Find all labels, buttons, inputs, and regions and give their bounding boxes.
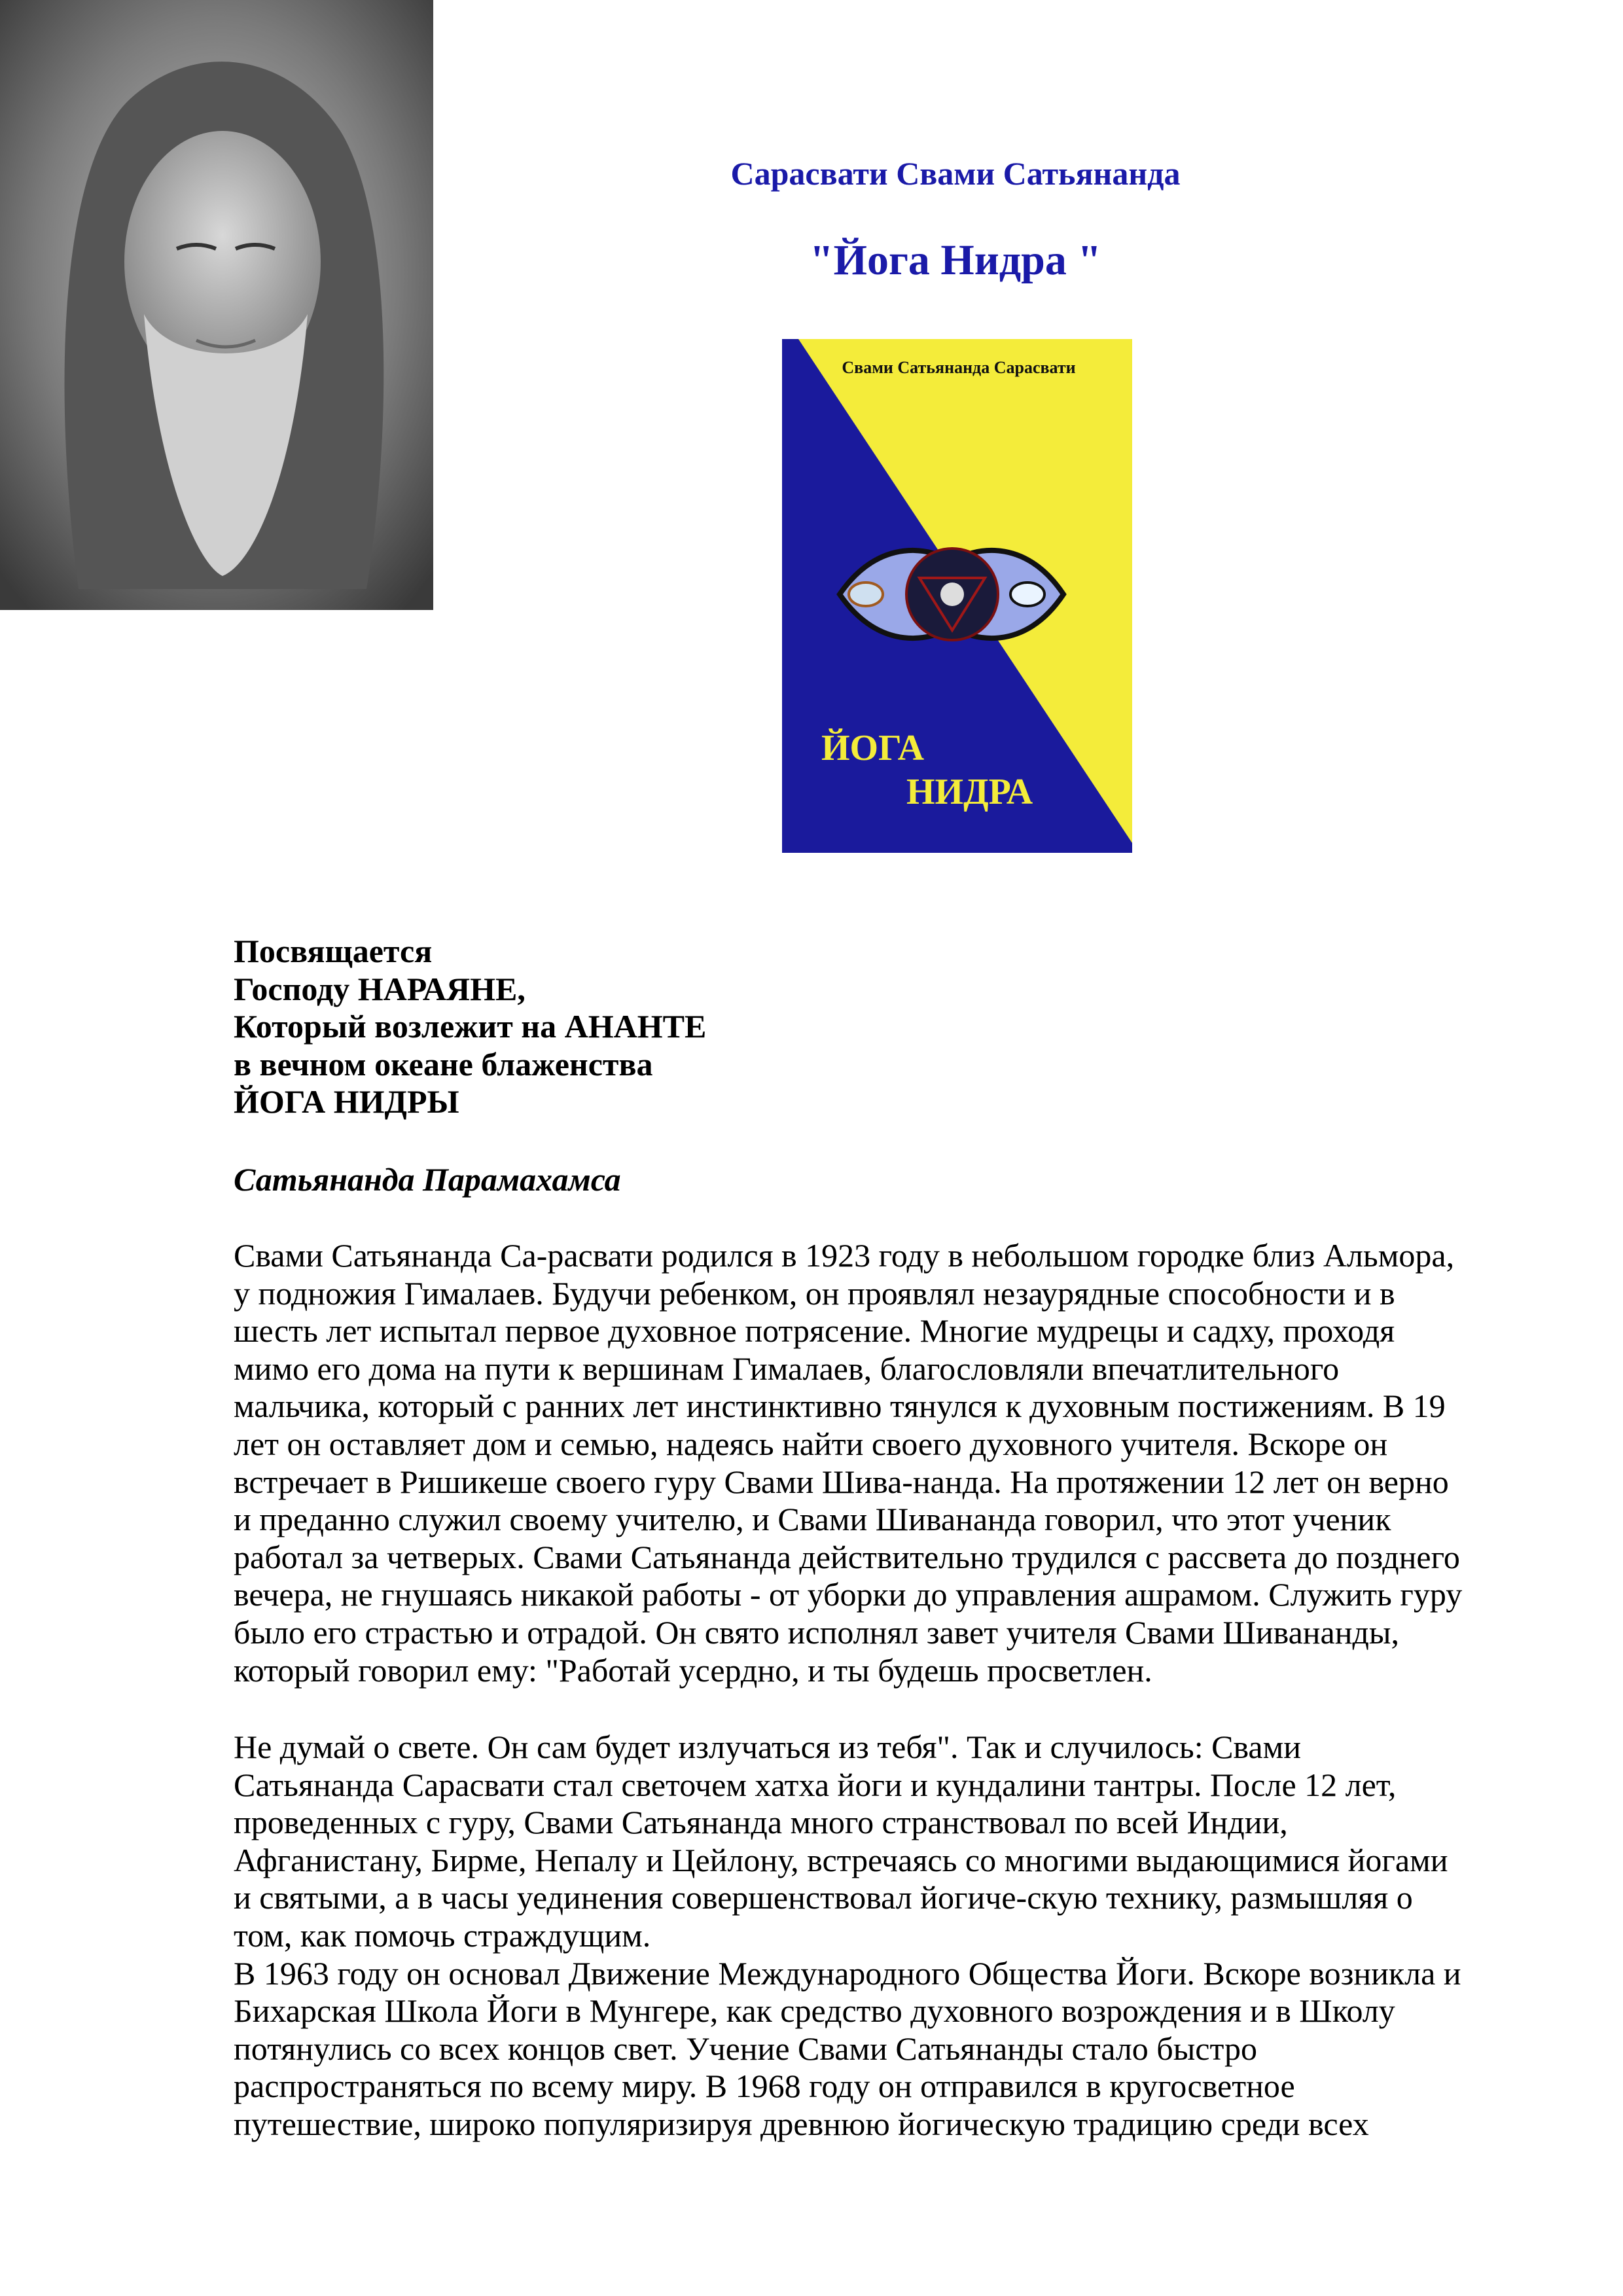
text-line: потянулись со всех концов свет. Учение Свами Сатьянанды стало быстро <box>234 2030 1257 2067</box>
text-line: распространяться по всему миру. В 1968 году он отправился в кругосветное <box>234 2068 1295 2105</box>
text-line: который говорил ему: "Работай усердно, и ты будешь просветлен. <box>234 1651 1152 1689</box>
document-author-heading: Сарасвати Свами Сатьянанда <box>730 155 1181 192</box>
cover-title-line2: НИДРА <box>906 772 1033 812</box>
dedication <box>234 933 706 1121</box>
dedication-line: ЙОГА НИДРЫ <box>234 1083 459 1121</box>
dedication-line: Который возлежит на АНАНТЕ <box>234 1008 707 1045</box>
signature: Сатьянанда Парамахамса <box>234 1161 621 1198</box>
text-line: вечера, не гнушаясь никакой работы - от уборки до управления ашрамом. Служить гуру <box>234 1576 1463 1613</box>
cover-title-line1: ЙОГА <box>821 728 925 768</box>
dedication-line: Господу НАРАЯНЕ, <box>234 970 526 1007</box>
text-line: Афганистану, Бирме, Непалу и Цейлону, встречаясь со многими выдающимися йогами <box>234 1841 1448 1878</box>
text-line: мальчика, который с ранних лет инстинктивно тянулся к духовным постижениям. В 19 <box>234 1388 1446 1425</box>
text-line: том, как помочь страждущим. <box>234 1916 651 1954</box>
text-line: было его страстью и отрадой. Он свято исполнял завет учителя Свами Шивананды, <box>234 1613 1400 1651</box>
text-line: и преданно служил своему учителю, и Свами Шивананда говорил, что этот ученик <box>234 1501 1391 1538</box>
dedication-line: Посвящается <box>234 933 433 969</box>
text-line: В 1963 году он основал Движение Международного Общества Йоги. Вскоре возникла и <box>234 1954 1461 1992</box>
text-line: встречает в Ришикеше своего гуру Свами Шива-нанда. На протяжении 12 лет он верно <box>234 1463 1449 1500</box>
biography-paragraph-2 <box>234 1729 1461 2144</box>
text-line: у подножия Гималаев. Будучи ребенком, он проявлял незаурядные способности и в <box>234 1274 1395 1312</box>
biography-paragraph-1 <box>234 1237 1462 1689</box>
document-title: "Йога Нидра " <box>809 236 1102 284</box>
text-line: и святыми, а в часы уединения совершенствовал йогиче-скую технику, размышляя о <box>234 1879 1413 1916</box>
text-line: Не думай о свете. Он сам будет излучаться из тебя". Так и случилось: Свами <box>234 1729 1302 1765</box>
text-line: шесть лет испытал первое духовное потрясение. Многие мудрецы и садху, проходя <box>234 1312 1395 1350</box>
cover-author: Свами Сатьянанда Сарасвати <box>842 358 1076 377</box>
text-line: мимо его дома на пути к вершинам Гималаев, благословляли впечатлительного <box>234 1350 1340 1387</box>
ajna-chakra-icon <box>840 548 1063 640</box>
text-line: Бихарская Школа Йоги в Мунгере, как средство духовного возрождения и в Школу <box>234 1992 1395 2030</box>
text-line: работал за четверых. Свами Сатьянанда действительно трудился с рассвета до позднего <box>234 1538 1460 1575</box>
text-line: Свами Сатьянанда Са-расвати родился в 1923 году в небольшом городке близ Альмора, <box>234 1237 1455 1274</box>
author-portrait-photo <box>0 0 433 610</box>
dedication-line: в вечном океане блаженства <box>234 1045 653 1083</box>
book-cover-image <box>782 339 1132 853</box>
text-line: путешествие, широко популяризируя древнюю йогическую традицию среди всех <box>234 2105 1369 2142</box>
text-line: проведенных с гуру, Свами Сатьянанда много странствовал по всей Индии, <box>234 1804 1288 1841</box>
text-line: лет он оставляет дом и семью, надеясь найти своего духовного учителя. Вскоре он <box>234 1425 1388 1462</box>
text-line: Сатьянанда Сарасвати стал светочем хатха йоги и кундалини тантры. После 12 лет, <box>234 1766 1397 1803</box>
